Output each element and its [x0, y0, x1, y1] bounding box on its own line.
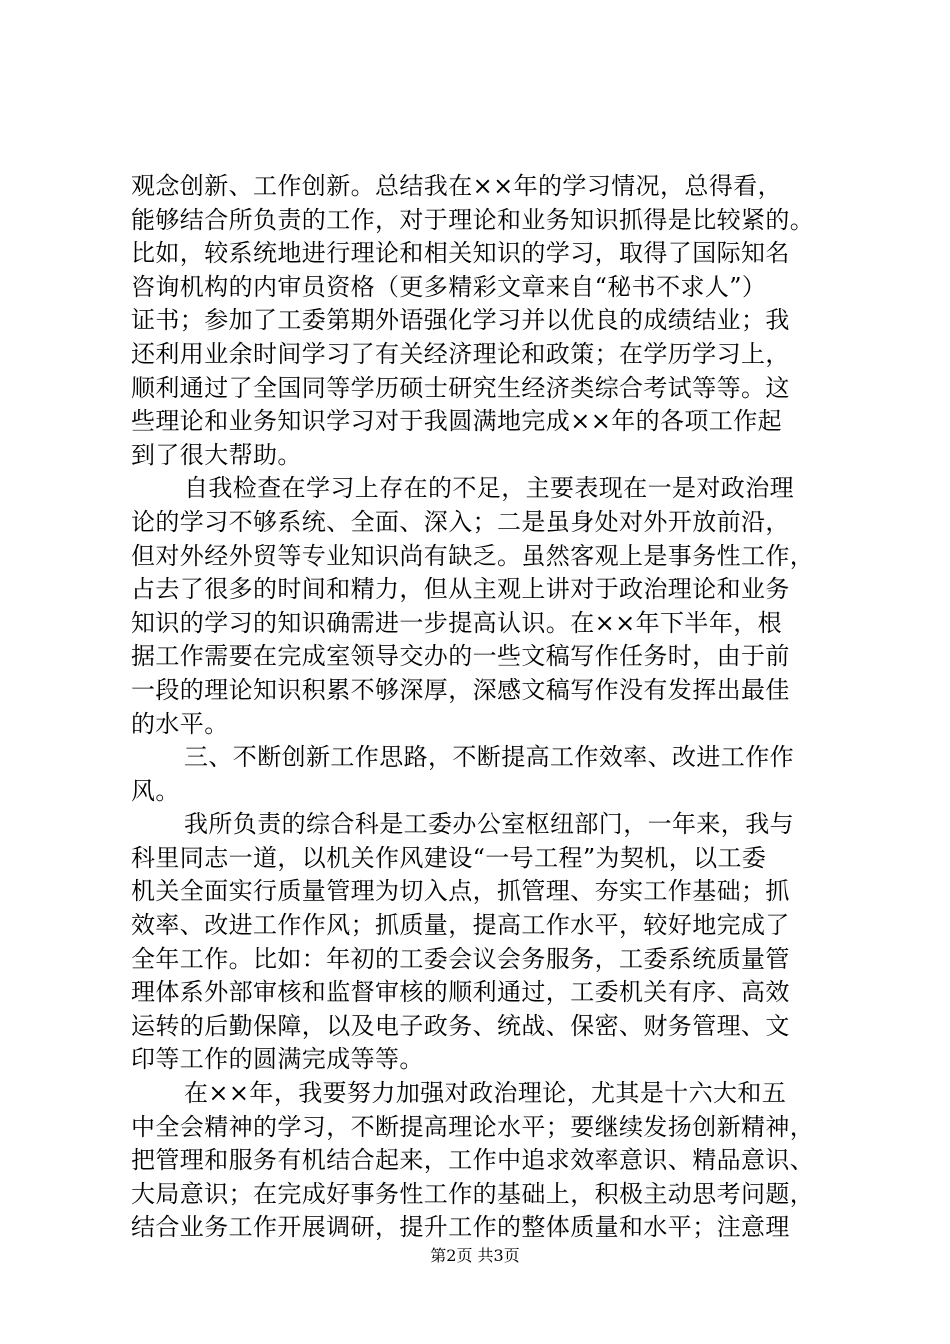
text-line: 全年工作。比如：年初的工委会议会务服务，工委系统质量管 — [131, 944, 790, 973]
text-line: 到了很大帮助。 — [131, 440, 302, 469]
text-line: 大局意识；在完成好事务性工作的基础上，积极主动思考问题， — [131, 1179, 815, 1208]
text-line: 咨询机构的内审员资格（更多精彩文章来自“秘书不求人”） — [131, 272, 767, 301]
text-line: 把管理和服务有机结合起来，工作中追求效率意识、精品意识、 — [131, 1146, 815, 1175]
text-line: 顺利通过了全国同等学历硕士研究生经济类综合考试等等。这 — [131, 373, 790, 402]
text-line: 运转的后勤保障，以及电子政务、统战、保密、财务管理、文 — [131, 1011, 790, 1040]
text-line: 结合业务工作开展调研，提升工作的整体质量和水平；注意理 — [131, 1213, 790, 1242]
text-line: 观念创新、工作创新。总结我在××年的学习情况，总得看， — [131, 172, 783, 200]
text-line: 印等工作的圆满完成等等。 — [131, 1045, 424, 1074]
text-line: 效率、改进工作作风；抓质量，提高工作水平，较好地完成了 — [131, 911, 790, 940]
text-line: 理体系外部审核和监督审核的顺利通过，工委机关有序、高效 — [131, 978, 790, 1007]
text-line: 知识的学习的知识确需进一步提高认识。在××年下半年，根 — [131, 608, 783, 637]
text-line: 科里同志一道，以机关作风建设“一号工程”为契机，以工委 — [131, 843, 767, 872]
text-line: 风。 — [131, 776, 180, 805]
text-line: 一段的理论知识积累不够深厚，深感文稿写作没有发挥出最佳 — [131, 675, 790, 704]
text-line: 机关全面实行质量管理为切入点，抓管理、夯实工作基础；抓 — [131, 877, 790, 906]
text-line: 但对外经外贸等专业知识尚有缺乏。虽然客观上是事务性工作， — [131, 541, 815, 570]
text-line: 占去了很多的时间和精力，但从主观上讲对于政治理论和业务 — [131, 575, 790, 604]
text-line: 能够结合所负责的工作，对于理论和业务知识抓得是比较紧的。 — [131, 205, 815, 234]
text-line: 中全会精神的学习，不断提高理论水平；要继续发扬创新精神， — [131, 1112, 815, 1141]
text-line: 我所负责的综合科是工委办公室枢纽部门，一年来，我与 — [184, 810, 794, 839]
text-line: 论的学习不够系统、全面、深入；二是虽身处对外开放前沿， — [131, 507, 790, 536]
text-line: 还利用业余时间学习了有关经济理论和政策；在学历学习上， — [131, 339, 790, 368]
text-line: 的水平。 — [131, 709, 229, 738]
text-line: 比如，较系统地进行理论和相关知识的学习，取得了国际知名 — [131, 239, 790, 268]
text-line: 在××年，我要努力加强对政治理论，尤其是十六大和五 — [184, 1079, 787, 1108]
text-line: 些理论和业务知识学习对于我圆满地完成××年的各项工作起 — [131, 407, 783, 436]
text-line: 据工作需要在完成室领导交办的一些文稿写作任务时，由于前 — [131, 642, 790, 671]
text-line: 自我检查在学习上存在的不足，主要表现在一是对政治理 — [184, 474, 794, 503]
text-line: 证书；参加了工委第期外语强化学习并以优良的成绩结业；我 — [131, 306, 790, 335]
page-footer: 第2页 共3页 — [430, 1246, 520, 1265]
body-text — [131, 170, 851, 1245]
text-line: 三、不断创新工作思路，不断提高工作效率、改进工作作 — [184, 743, 794, 772]
